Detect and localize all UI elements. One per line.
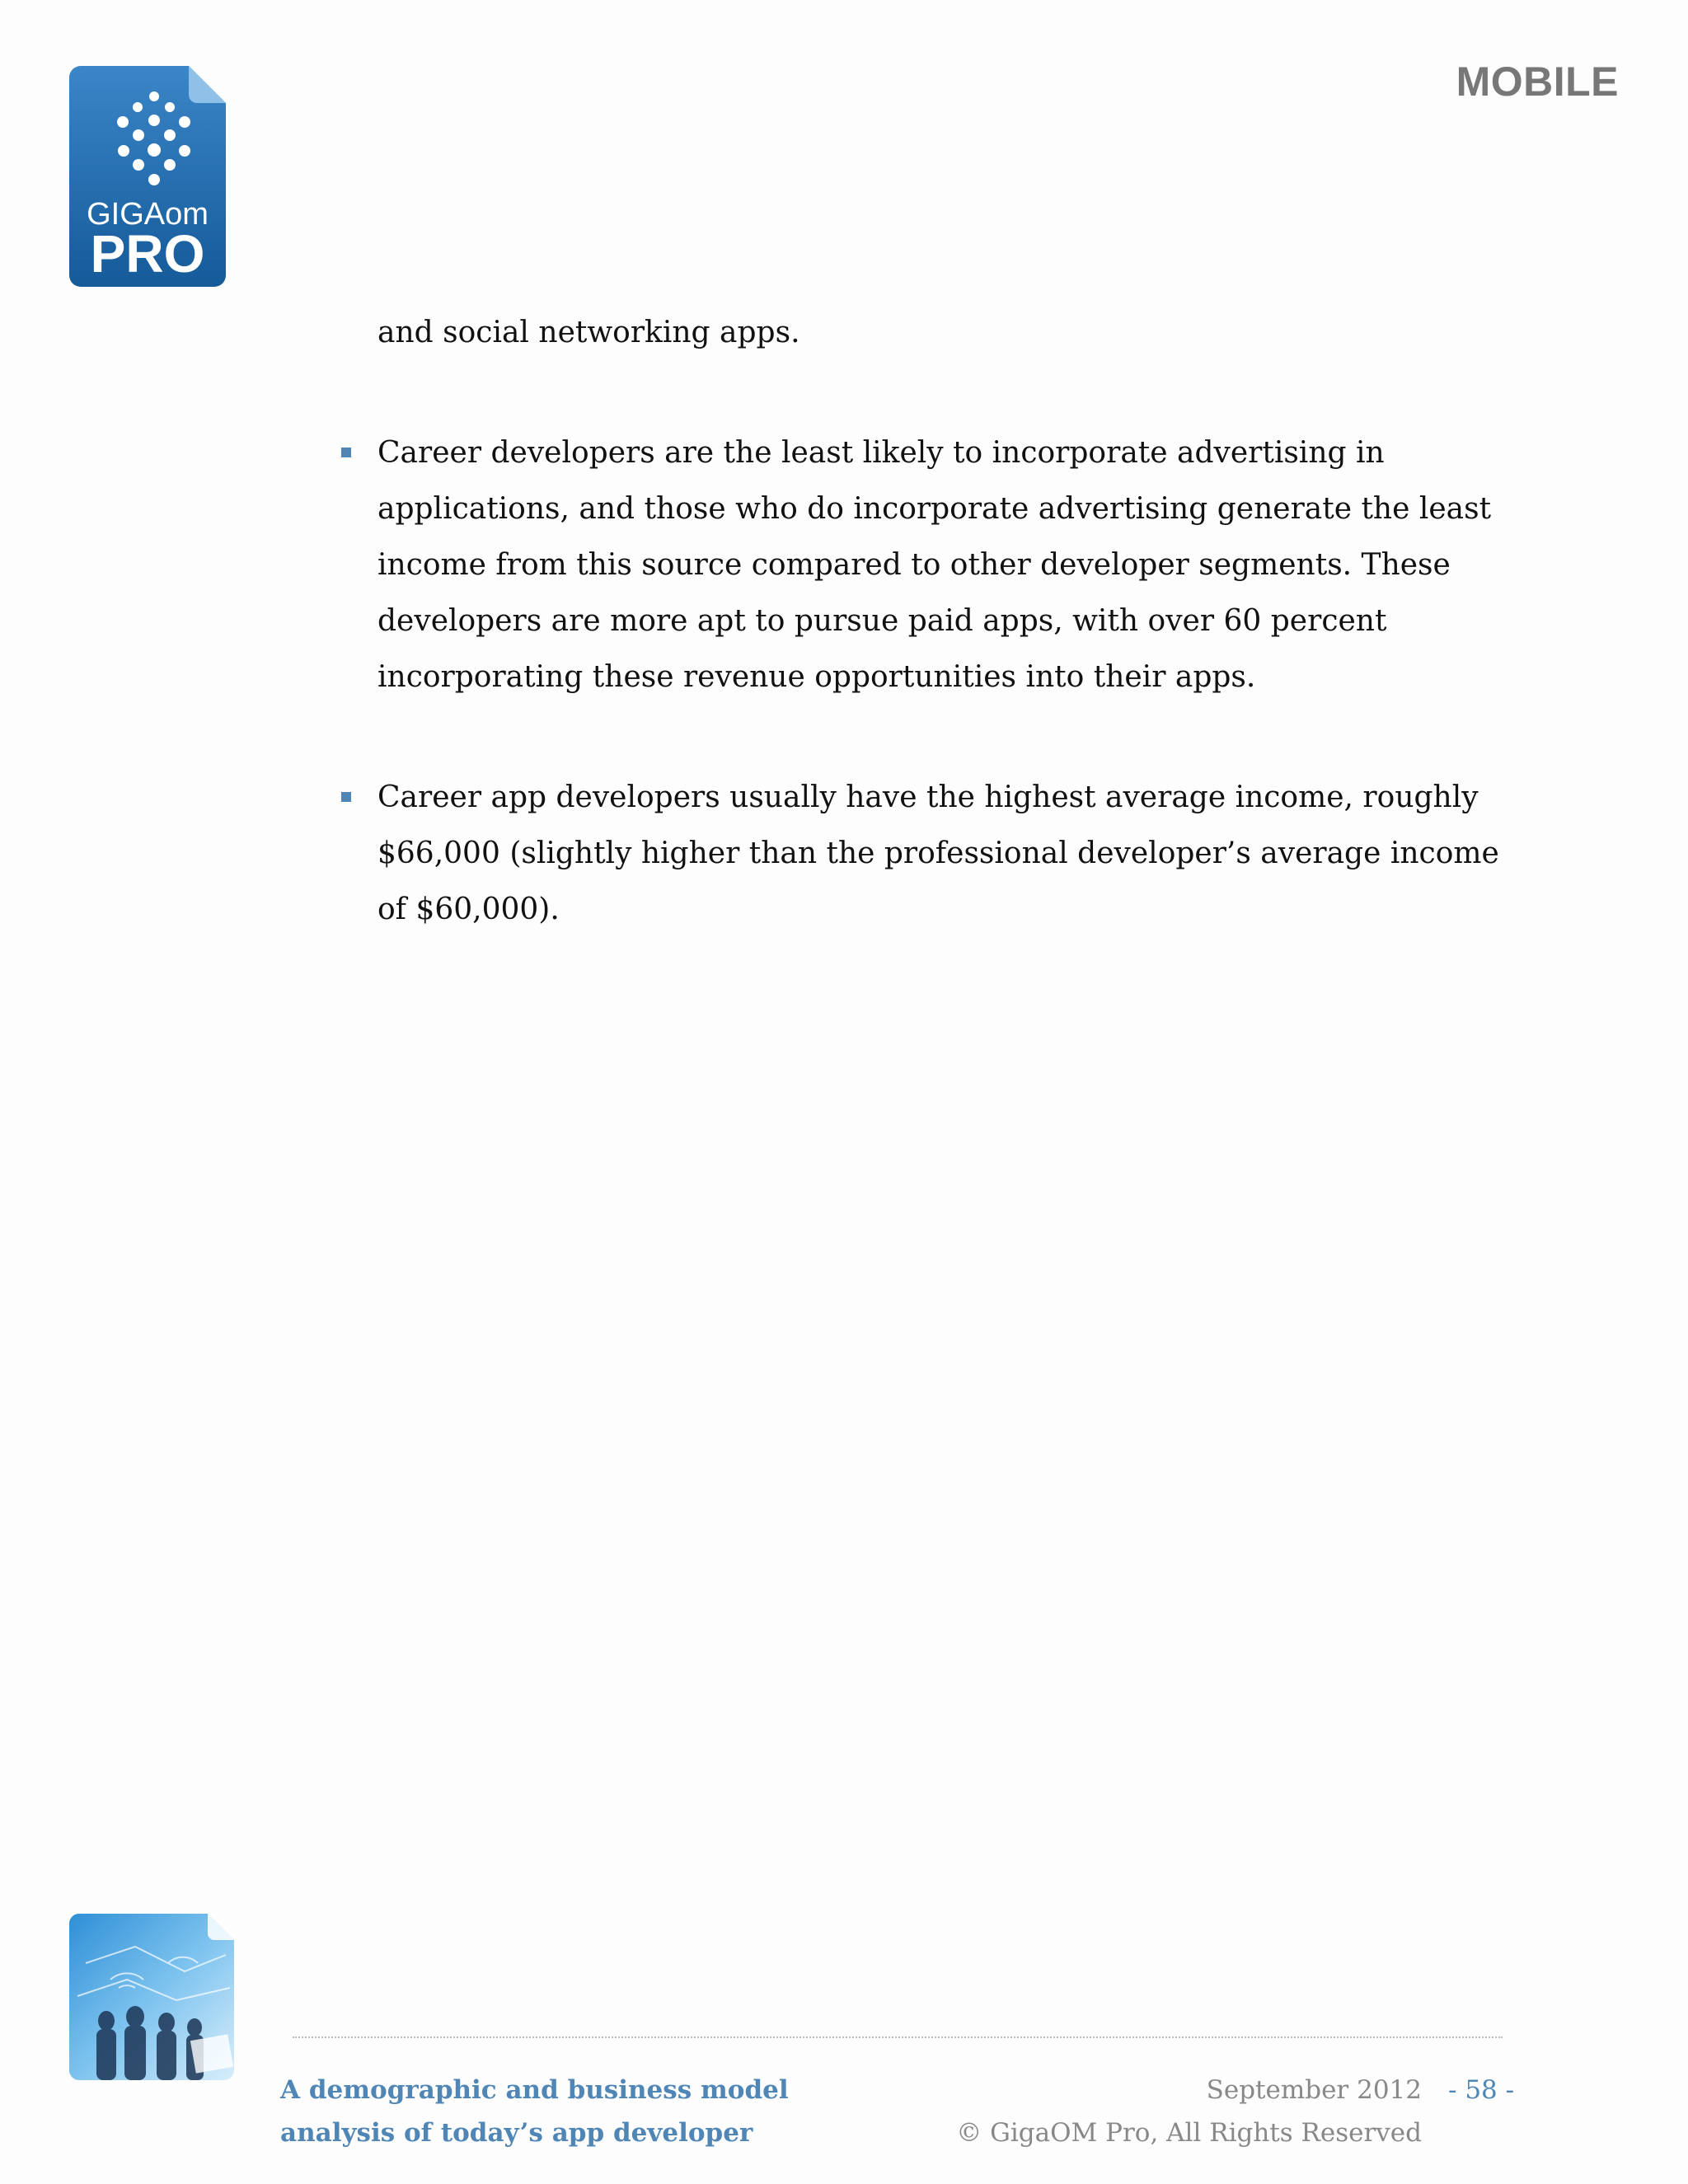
bullet-text: Career app developers usually have the highest average income, roughly $66,000 (slightly higher than the professional developer’s average income of $60,000). [377, 780, 1499, 926]
footer-date: September 2012 [1206, 2075, 1422, 2105]
gigaom-pro-logo [69, 66, 226, 287]
svg-text:PRO: PRO [90, 224, 205, 284]
page-number: - 58 - [1448, 2075, 1515, 2105]
body-content [377, 305, 1523, 938]
footer-title-line-2: analysis of today’s app developer [280, 2118, 753, 2148]
footer-title-line-1: A demographic and business model [280, 2075, 789, 2105]
square-bullet-icon [341, 792, 351, 802]
footer-copyright: © GigaOM Pro, All Rights Reserved [956, 2118, 1422, 2148]
footer-divider [293, 2036, 1503, 2038]
square-bullet-icon [341, 448, 351, 457]
footer-photo-thumbnail [69, 1914, 234, 2080]
bullet-text: Career developers are the least likely to incorporate advertising in applications, and those who do incorporate advertising generate the least income from this source compared to other developer segments. These developers are more apt to pursue paid apps, with over 60 percent incorporating these revenue opportunities into their apps. [377, 436, 1492, 694]
list-item [377, 770, 1523, 938]
continuation-text: and social networking apps. [377, 316, 800, 349]
bullet-list [377, 425, 1523, 938]
footer-report-title [280, 2069, 789, 2154]
list-item [377, 425, 1523, 705]
section-label: MOBILE [1456, 59, 1619, 105]
svg-text:GIGAom: GIGAom [87, 197, 209, 232]
